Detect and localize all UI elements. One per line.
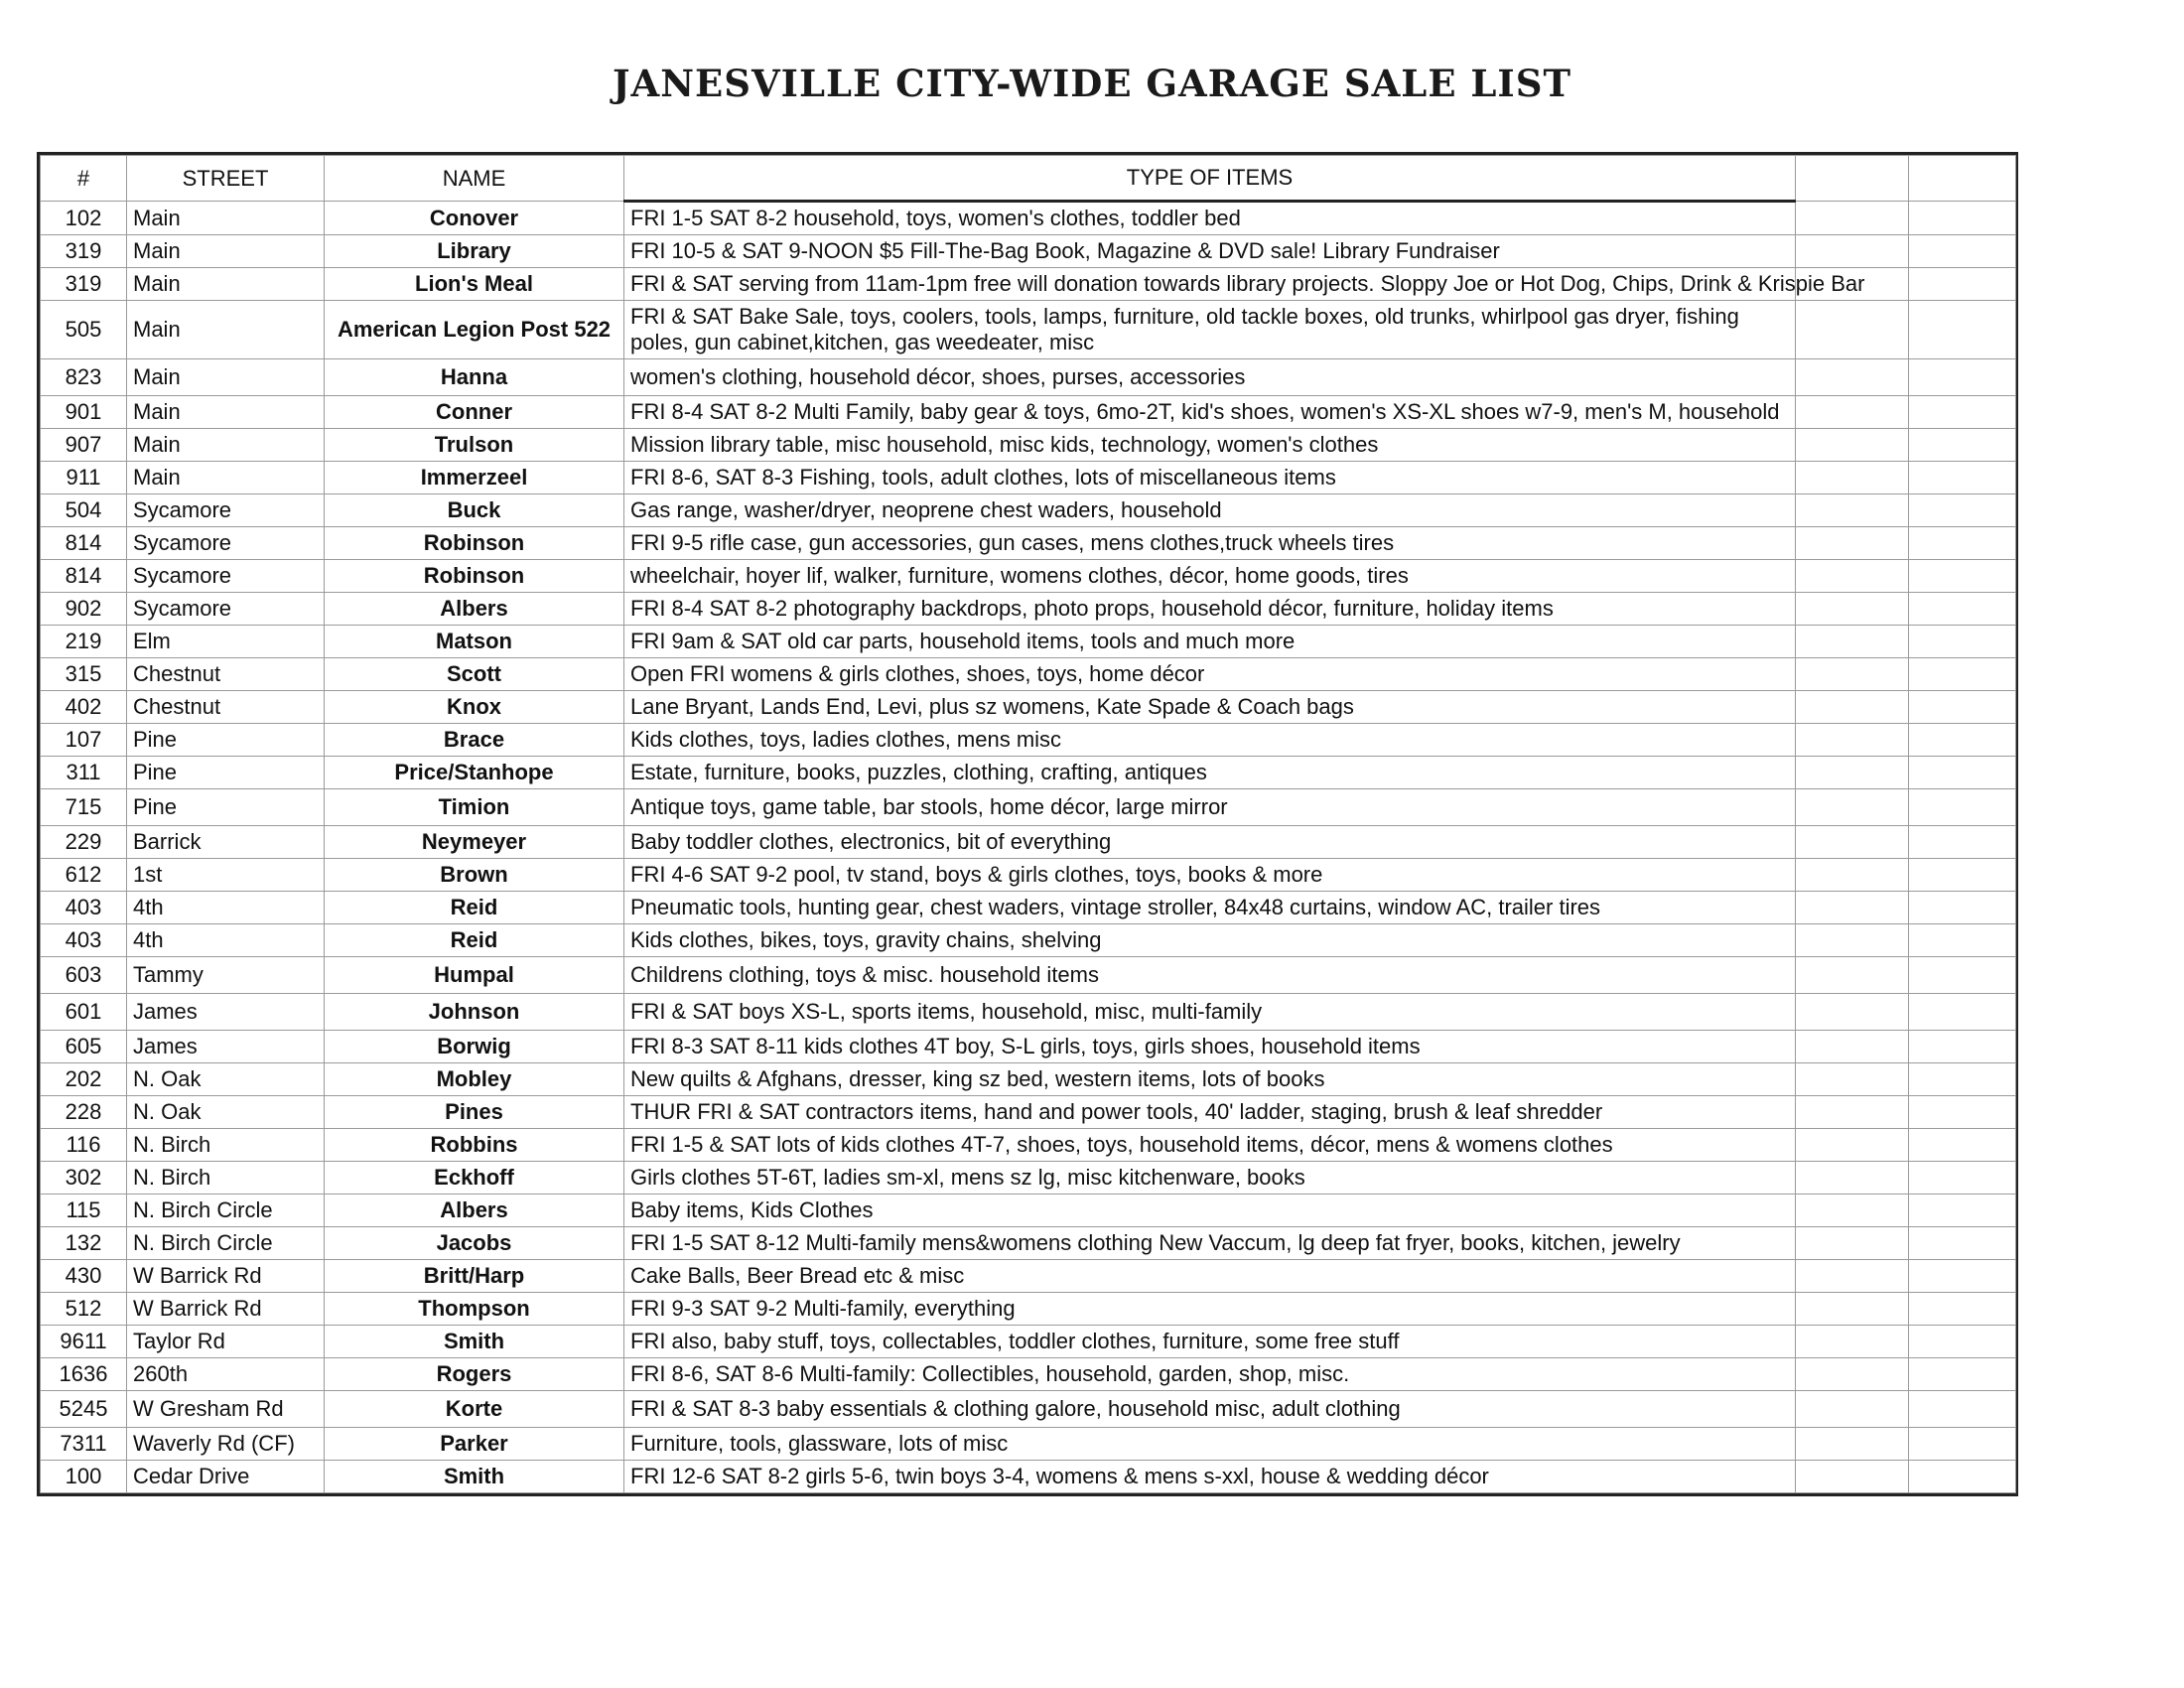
table-row xyxy=(41,462,2016,494)
cell-name: Buck xyxy=(325,494,624,527)
cell-blank-1 xyxy=(1796,1293,1909,1326)
cell-blank-1 xyxy=(1796,593,1909,626)
cell-blank-1 xyxy=(1796,658,1909,691)
cell-blank-2 xyxy=(1909,1096,2016,1129)
cell-street: Main xyxy=(127,462,325,494)
cell-blank-2 xyxy=(1909,1195,2016,1227)
cell-blank-2 xyxy=(1909,826,2016,859)
cell-number: 319 xyxy=(41,268,127,301)
cell-blank-2 xyxy=(1909,560,2016,593)
cell-name: Conover xyxy=(325,202,624,235)
table-row xyxy=(41,268,2016,301)
cell-blank-1 xyxy=(1796,235,1909,268)
cell-type-of-items: FRI 1-5 & SAT lots of kids clothes 4T-7, shoes, toys, household items, décor, mens & womens clothes xyxy=(624,1129,1796,1162)
cell-blank-2 xyxy=(1909,527,2016,560)
cell-street: 260th xyxy=(127,1358,325,1391)
cell-type-of-items: FRI & SAT serving from 11am-1pm free will donation towards library projects. Sloppy Joe or Hot Dog, Chips, Drink & Krispie Bar xyxy=(624,268,1796,301)
table-row xyxy=(41,1293,2016,1326)
cell-street: James xyxy=(127,994,325,1031)
cell-name: Robinson xyxy=(325,560,624,593)
cell-street: W Gresham Rd xyxy=(127,1391,325,1428)
cell-type-of-items: FRI & SAT boys XS-L, sports items, household, misc, multi-family xyxy=(624,994,1796,1031)
cell-type-of-items: women's clothing, household décor, shoes, purses, accessories xyxy=(624,359,1796,396)
table-row xyxy=(41,494,2016,527)
cell-street: W Barrick Rd xyxy=(127,1260,325,1293)
cell-type-of-items: Pneumatic tools, hunting gear, chest waders, vintage stroller, 84x48 curtains, window AC, trailer tires xyxy=(624,892,1796,924)
cell-number: 302 xyxy=(41,1162,127,1195)
cell-blank-2 xyxy=(1909,202,2016,235)
cell-name: Robbins xyxy=(325,1129,624,1162)
cell-blank-1 xyxy=(1796,1162,1909,1195)
table-row xyxy=(41,691,2016,724)
cell-blank-2 xyxy=(1909,494,2016,527)
cell-street: Sycamore xyxy=(127,527,325,560)
cell-type-of-items: Kids clothes, bikes, toys, gravity chains, shelving xyxy=(624,924,1796,957)
cell-name: Thompson xyxy=(325,1293,624,1326)
cell-number: 911 xyxy=(41,462,127,494)
cell-type-of-items: Mission library table, misc household, misc kids, technology, women's clothes xyxy=(624,429,1796,462)
cell-type-of-items: Girls clothes 5T-6T, ladies sm-xl, mens sz lg, misc kitchenware, books xyxy=(624,1162,1796,1195)
cell-blank-2 xyxy=(1909,1260,2016,1293)
cell-street: Chestnut xyxy=(127,691,325,724)
cell-name: Timion xyxy=(325,789,624,826)
cell-blank-2 xyxy=(1909,757,2016,789)
cell-name: Pines xyxy=(325,1096,624,1129)
table-row xyxy=(41,1358,2016,1391)
table-row xyxy=(41,1326,2016,1358)
cell-name: Conner xyxy=(325,396,624,429)
cell-blank-2 xyxy=(1909,268,2016,301)
cell-street: N. Birch Circle xyxy=(127,1227,325,1260)
cell-street: Main xyxy=(127,235,325,268)
cell-number: 228 xyxy=(41,1096,127,1129)
table-row xyxy=(41,396,2016,429)
cell-name: Reid xyxy=(325,924,624,957)
cell-blank-1 xyxy=(1796,1461,1909,1493)
cell-name: Smith xyxy=(325,1326,624,1358)
cell-name: Borwig xyxy=(325,1031,624,1063)
cell-type-of-items: FRI 8-6, SAT 8-3 Fishing, tools, adult clothes, lots of miscellaneous items xyxy=(624,462,1796,494)
cell-street: W Barrick Rd xyxy=(127,1293,325,1326)
cell-type-of-items: FRI 4-6 SAT 9-2 pool, tv stand, boys & girls clothes, toys, books & more xyxy=(624,859,1796,892)
cell-blank-2 xyxy=(1909,658,2016,691)
header-blank-2 xyxy=(1909,156,2016,202)
cell-street: N. Oak xyxy=(127,1096,325,1129)
cell-name: Scott xyxy=(325,658,624,691)
table-body xyxy=(41,202,2016,1493)
cell-blank-2 xyxy=(1909,429,2016,462)
cell-street: Main xyxy=(127,268,325,301)
cell-name: Trulson xyxy=(325,429,624,462)
cell-blank-1 xyxy=(1796,1358,1909,1391)
cell-type-of-items: FRI 8-6, SAT 8-6 Multi-family: Collectibles, household, garden, shop, misc. xyxy=(624,1358,1796,1391)
cell-type-of-items: wheelchair, hoyer lif, walker, furniture, womens clothes, décor, home goods, tires xyxy=(624,560,1796,593)
cell-type-of-items: FRI & SAT 8-3 baby essentials & clothing galore, household misc, adult clothing xyxy=(624,1391,1796,1428)
cell-number: 102 xyxy=(41,202,127,235)
cell-blank-2 xyxy=(1909,1358,2016,1391)
cell-blank-2 xyxy=(1909,892,2016,924)
cell-street: James xyxy=(127,1031,325,1063)
cell-type-of-items: Open FRI womens & girls clothes, shoes, toys, home décor xyxy=(624,658,1796,691)
cell-number: 901 xyxy=(41,396,127,429)
cell-blank-1 xyxy=(1796,1063,1909,1096)
table-header-row xyxy=(41,156,2016,202)
cell-blank-1 xyxy=(1796,1391,1909,1428)
cell-street: Sycamore xyxy=(127,560,325,593)
cell-street: 4th xyxy=(127,892,325,924)
cell-street: Barrick xyxy=(127,826,325,859)
cell-blank-1 xyxy=(1796,527,1909,560)
table-row xyxy=(41,994,2016,1031)
table-row xyxy=(41,757,2016,789)
cell-blank-1 xyxy=(1796,560,1909,593)
cell-blank-2 xyxy=(1909,301,2016,359)
cell-blank-2 xyxy=(1909,1063,2016,1096)
cell-type-of-items: FRI 9-5 rifle case, gun accessories, gun cases, mens clothes,truck wheels tires xyxy=(624,527,1796,560)
cell-blank-1 xyxy=(1796,202,1909,235)
cell-number: 504 xyxy=(41,494,127,527)
cell-street: Sycamore xyxy=(127,494,325,527)
cell-number: 115 xyxy=(41,1195,127,1227)
cell-blank-2 xyxy=(1909,1293,2016,1326)
table-row xyxy=(41,924,2016,957)
cell-blank-2 xyxy=(1909,1461,2016,1493)
cell-number: 116 xyxy=(41,1129,127,1162)
cell-type-of-items: Antique toys, game table, bar stools, home décor, large mirror xyxy=(624,789,1796,826)
cell-number: 229 xyxy=(41,826,127,859)
cell-number: 814 xyxy=(41,560,127,593)
table-row xyxy=(41,527,2016,560)
cell-name: Library xyxy=(325,235,624,268)
cell-street: Main xyxy=(127,301,325,359)
table-row xyxy=(41,1031,2016,1063)
cell-type-of-items: Gas range, washer/dryer, neoprene chest waders, household xyxy=(624,494,1796,527)
cell-type-of-items: Baby items, Kids Clothes xyxy=(624,1195,1796,1227)
cell-street: Pine xyxy=(127,789,325,826)
cell-blank-1 xyxy=(1796,626,1909,658)
cell-name: Lion's Meal xyxy=(325,268,624,301)
header-number: # xyxy=(41,156,127,202)
cell-name: Albers xyxy=(325,1195,624,1227)
cell-street: N. Birch xyxy=(127,1162,325,1195)
cell-blank-1 xyxy=(1796,462,1909,494)
cell-blank-2 xyxy=(1909,462,2016,494)
cell-blank-1 xyxy=(1796,1260,1909,1293)
cell-street: Tammy xyxy=(127,957,325,994)
cell-name: Eckhoff xyxy=(325,1162,624,1195)
cell-number: 100 xyxy=(41,1461,127,1493)
cell-street: Main xyxy=(127,359,325,396)
document-title: JANESVILLE CITY-WIDE GARAGE SALE LIST xyxy=(613,62,1571,105)
cell-blank-2 xyxy=(1909,1129,2016,1162)
cell-type-of-items: Baby toddler clothes, electronics, bit of everything xyxy=(624,826,1796,859)
cell-street: N. Birch Circle xyxy=(127,1195,325,1227)
cell-number: 505 xyxy=(41,301,127,359)
table-row xyxy=(41,1096,2016,1129)
cell-type-of-items: THUR FRI & SAT contractors items, hand and power tools, 40' ladder, staging, brush & leaf shredder xyxy=(624,1096,1796,1129)
cell-name: Jacobs xyxy=(325,1227,624,1260)
table-row xyxy=(41,429,2016,462)
table-row xyxy=(41,1428,2016,1461)
cell-blank-1 xyxy=(1796,859,1909,892)
table-row xyxy=(41,724,2016,757)
cell-street: 4th xyxy=(127,924,325,957)
cell-blank-1 xyxy=(1796,494,1909,527)
cell-type-of-items: FRI 9-3 SAT 9-2 Multi-family, everything xyxy=(624,1293,1796,1326)
garage-sale-table-frame xyxy=(37,152,2018,1496)
table-row xyxy=(41,658,2016,691)
cell-name: Brown xyxy=(325,859,624,892)
garage-sale-table xyxy=(40,155,2016,1493)
cell-number: 430 xyxy=(41,1260,127,1293)
cell-blank-1 xyxy=(1796,301,1909,359)
cell-name: Humpal xyxy=(325,957,624,994)
cell-name: Parker xyxy=(325,1428,624,1461)
cell-blank-2 xyxy=(1909,691,2016,724)
cell-blank-2 xyxy=(1909,396,2016,429)
cell-street: Main xyxy=(127,429,325,462)
cell-name: Albers xyxy=(325,593,624,626)
table-row xyxy=(41,359,2016,396)
cell-street: Main xyxy=(127,202,325,235)
cell-type-of-items: Childrens clothing, toys & misc. household items xyxy=(624,957,1796,994)
cell-number: 1636 xyxy=(41,1358,127,1391)
table-row xyxy=(41,560,2016,593)
cell-blank-1 xyxy=(1796,359,1909,396)
cell-type-of-items: FRI 10-5 & SAT 9-NOON $5 Fill-The-Bag Book, Magazine & DVD sale! Library Fundraiser xyxy=(624,235,1796,268)
table-row xyxy=(41,1227,2016,1260)
cell-number: 311 xyxy=(41,757,127,789)
cell-blank-1 xyxy=(1796,957,1909,994)
cell-blank-2 xyxy=(1909,924,2016,957)
cell-blank-1 xyxy=(1796,1031,1909,1063)
cell-blank-1 xyxy=(1796,1096,1909,1129)
cell-blank-1 xyxy=(1796,1227,1909,1260)
cell-street: Pine xyxy=(127,724,325,757)
table-row xyxy=(41,957,2016,994)
table-row xyxy=(41,1260,2016,1293)
cell-number: 315 xyxy=(41,658,127,691)
table-row xyxy=(41,235,2016,268)
cell-blank-2 xyxy=(1909,994,2016,1031)
cell-number: 403 xyxy=(41,892,127,924)
cell-type-of-items: Estate, furniture, books, puzzles, clothing, crafting, antiques xyxy=(624,757,1796,789)
header-street: STREET xyxy=(127,156,325,202)
table-row xyxy=(41,789,2016,826)
table-row xyxy=(41,1162,2016,1195)
header-blank-1 xyxy=(1796,156,1909,202)
table-row xyxy=(41,202,2016,235)
cell-blank-2 xyxy=(1909,593,2016,626)
cell-blank-1 xyxy=(1796,757,1909,789)
cell-blank-2 xyxy=(1909,1162,2016,1195)
cell-type-of-items: Kids clothes, toys, ladies clothes, mens misc xyxy=(624,724,1796,757)
cell-type-of-items: FRI 9am & SAT old car parts, household items, tools and much more xyxy=(624,626,1796,658)
cell-name: Immerzeel xyxy=(325,462,624,494)
cell-blank-1 xyxy=(1796,724,1909,757)
cell-name: Price/Stanhope xyxy=(325,757,624,789)
cell-blank-1 xyxy=(1796,789,1909,826)
cell-type-of-items: Furniture, tools, glassware, lots of misc xyxy=(624,1428,1796,1461)
cell-blank-1 xyxy=(1796,1129,1909,1162)
cell-type-of-items: New quilts & Afghans, dresser, king sz bed, western items, lots of books xyxy=(624,1063,1796,1096)
cell-blank-1 xyxy=(1796,429,1909,462)
cell-name: Korte xyxy=(325,1391,624,1428)
cell-name: Hanna xyxy=(325,359,624,396)
cell-type-of-items: FRI 8-4 SAT 8-2 photography backdrops, photo props, household décor, furniture, holiday items xyxy=(624,593,1796,626)
cell-blank-1 xyxy=(1796,1195,1909,1227)
table-row xyxy=(41,859,2016,892)
cell-name: Brace xyxy=(325,724,624,757)
cell-name: Britt/Harp xyxy=(325,1260,624,1293)
cell-blank-2 xyxy=(1909,957,2016,994)
cell-street: Cedar Drive xyxy=(127,1461,325,1493)
cell-type-of-items: FRI 8-4 SAT 8-2 Multi Family, baby gear & toys, 6mo-2T, kid's shoes, women's XS-XL shoes w7-9, men's M, household xyxy=(624,396,1796,429)
cell-blank-1 xyxy=(1796,892,1909,924)
cell-number: 219 xyxy=(41,626,127,658)
table-row xyxy=(41,593,2016,626)
cell-blank-1 xyxy=(1796,1428,1909,1461)
cell-blank-1 xyxy=(1796,691,1909,724)
cell-blank-2 xyxy=(1909,1391,2016,1428)
cell-number: 403 xyxy=(41,924,127,957)
table-row xyxy=(41,1063,2016,1096)
cell-blank-2 xyxy=(1909,724,2016,757)
cell-blank-2 xyxy=(1909,235,2016,268)
cell-number: 814 xyxy=(41,527,127,560)
cell-type-of-items: FRI 1-5 SAT 8-12 Multi-family mens&womens clothing New Vaccum, lg deep fat fryer, books, kitchen, jewelry xyxy=(624,1227,1796,1260)
cell-number: 7311 xyxy=(41,1428,127,1461)
cell-street: N. Oak xyxy=(127,1063,325,1096)
cell-street: Elm xyxy=(127,626,325,658)
cell-street: Sycamore xyxy=(127,593,325,626)
cell-street: Main xyxy=(127,396,325,429)
table-row xyxy=(41,826,2016,859)
cell-number: 715 xyxy=(41,789,127,826)
cell-number: 603 xyxy=(41,957,127,994)
cell-name: Rogers xyxy=(325,1358,624,1391)
cell-street: 1st xyxy=(127,859,325,892)
cell-name: Robinson xyxy=(325,527,624,560)
cell-number: 512 xyxy=(41,1293,127,1326)
cell-type-of-items: FRI 1-5 SAT 8-2 household, toys, women's clothes, toddler bed xyxy=(624,202,1796,235)
table-row xyxy=(41,1391,2016,1428)
cell-blank-2 xyxy=(1909,1428,2016,1461)
cell-number: 9611 xyxy=(41,1326,127,1358)
cell-number: 202 xyxy=(41,1063,127,1096)
cell-name: American Legion Post 522 xyxy=(325,301,624,359)
cell-street: Chestnut xyxy=(127,658,325,691)
cell-number: 907 xyxy=(41,429,127,462)
header-type-of-items: TYPE OF ITEMS xyxy=(624,156,1796,202)
cell-name: Johnson xyxy=(325,994,624,1031)
cell-blank-1 xyxy=(1796,396,1909,429)
cell-number: 601 xyxy=(41,994,127,1031)
cell-type-of-items: FRI & SAT Bake Sale, toys, coolers, tools, lamps, furniture, old tackle boxes, old trunks, whirlpool gas dryer, fishing poles, gun cabinet,kitchen, gas weedeater, misc xyxy=(624,301,1796,359)
cell-blank-2 xyxy=(1909,1227,2016,1260)
cell-number: 319 xyxy=(41,235,127,268)
cell-name: Neymeyer xyxy=(325,826,624,859)
cell-name: Matson xyxy=(325,626,624,658)
cell-name: Knox xyxy=(325,691,624,724)
cell-street: Taylor Rd xyxy=(127,1326,325,1358)
cell-number: 132 xyxy=(41,1227,127,1260)
table-row xyxy=(41,892,2016,924)
cell-number: 612 xyxy=(41,859,127,892)
cell-blank-2 xyxy=(1909,789,2016,826)
cell-blank-2 xyxy=(1909,1326,2016,1358)
cell-number: 902 xyxy=(41,593,127,626)
cell-type-of-items: FRI 12-6 SAT 8-2 girls 5-6, twin boys 3-4, womens & mens s-xxl, house & wedding décor xyxy=(624,1461,1796,1493)
cell-street: N. Birch xyxy=(127,1129,325,1162)
cell-name: Smith xyxy=(325,1461,624,1493)
header-name: NAME xyxy=(325,156,624,202)
cell-type-of-items: Cake Balls, Beer Bread etc & misc xyxy=(624,1260,1796,1293)
table-row xyxy=(41,301,2016,359)
cell-number: 107 xyxy=(41,724,127,757)
cell-type-of-items: FRI 8-3 SAT 8-11 kids clothes 4T boy, S-L girls, toys, girls shoes, household items xyxy=(624,1031,1796,1063)
cell-blank-2 xyxy=(1909,859,2016,892)
cell-blank-2 xyxy=(1909,1031,2016,1063)
table-row xyxy=(41,626,2016,658)
table-row xyxy=(41,1195,2016,1227)
cell-name: Reid xyxy=(325,892,624,924)
table-row xyxy=(41,1129,2016,1162)
cell-blank-2 xyxy=(1909,626,2016,658)
cell-blank-1 xyxy=(1796,826,1909,859)
table-row xyxy=(41,1461,2016,1493)
cell-type-of-items: FRI also, baby stuff, toys, collectables, toddler clothes, furniture, some free stuff xyxy=(624,1326,1796,1358)
cell-number: 605 xyxy=(41,1031,127,1063)
cell-blank-2 xyxy=(1909,359,2016,396)
cell-number: 5245 xyxy=(41,1391,127,1428)
cell-type-of-items: Lane Bryant, Lands End, Levi, plus sz womens, Kate Spade & Coach bags xyxy=(624,691,1796,724)
cell-number: 402 xyxy=(41,691,127,724)
cell-street: Pine xyxy=(127,757,325,789)
cell-blank-1 xyxy=(1796,994,1909,1031)
cell-blank-1 xyxy=(1796,1326,1909,1358)
cell-blank-1 xyxy=(1796,924,1909,957)
cell-street: Waverly Rd (CF) xyxy=(127,1428,325,1461)
cell-name: Mobley xyxy=(325,1063,624,1096)
cell-number: 823 xyxy=(41,359,127,396)
